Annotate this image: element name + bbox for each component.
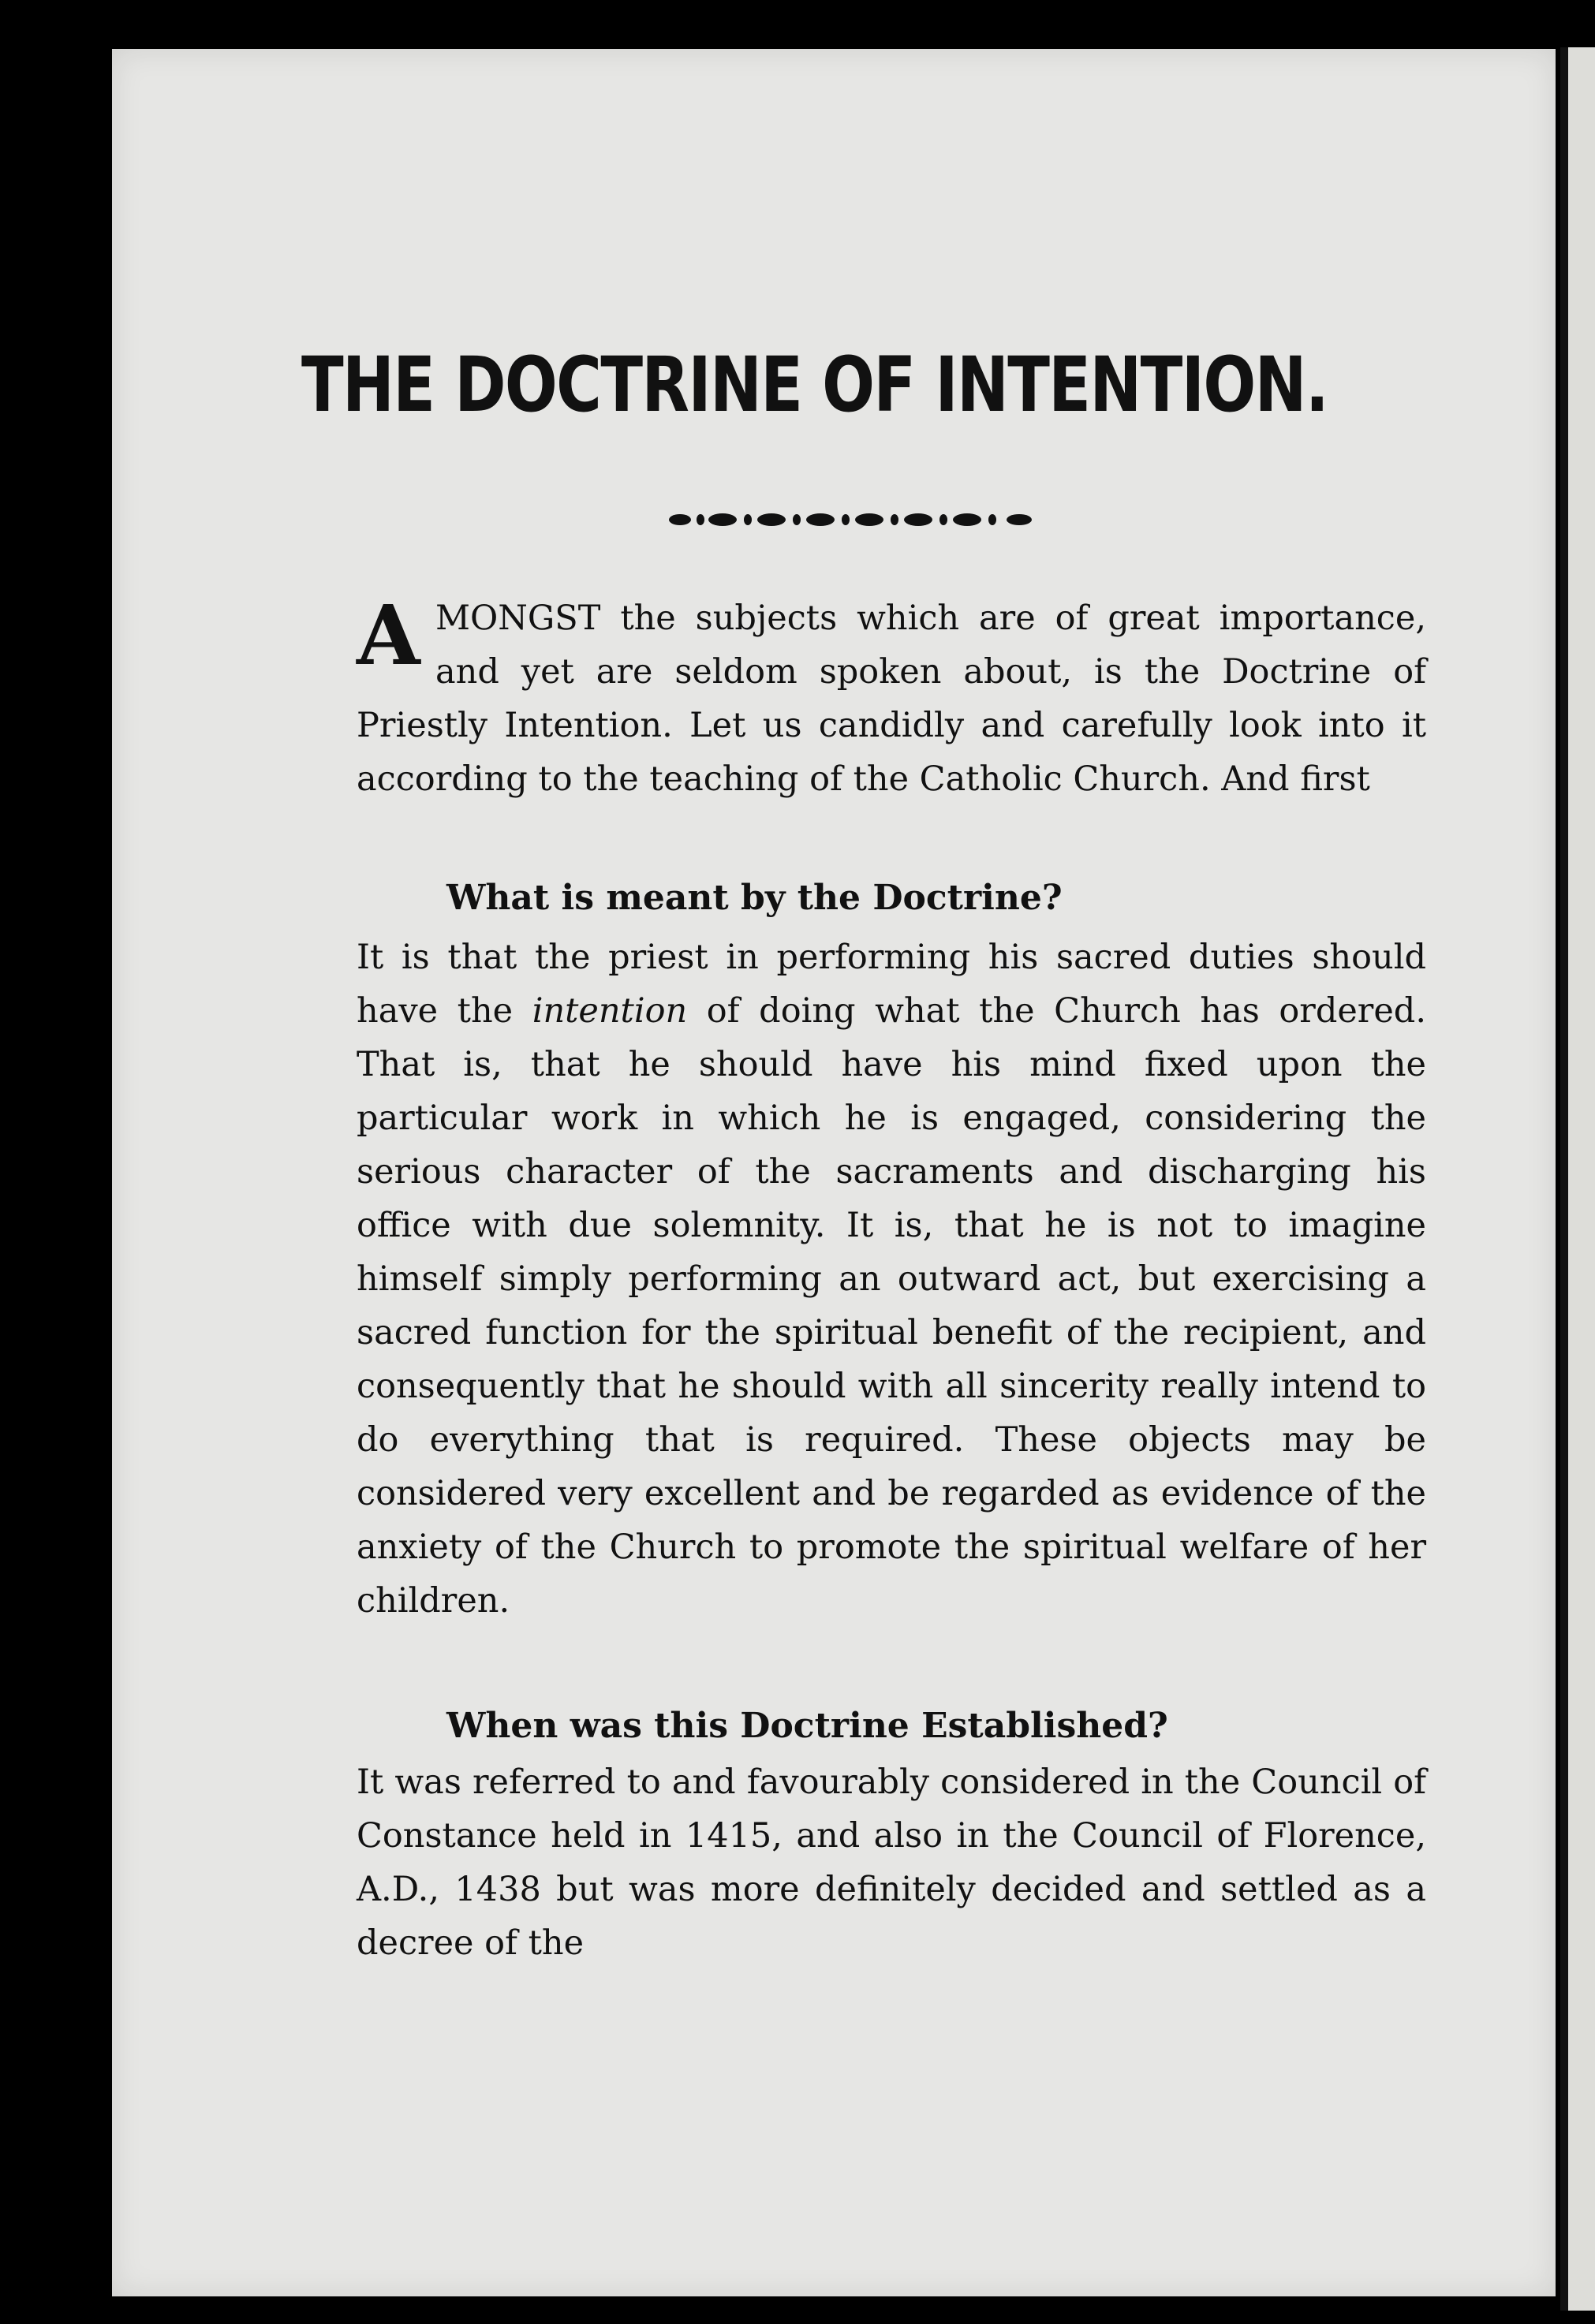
- section-paragraph-meaning: [357, 931, 1426, 1628]
- intro-paragraph: [357, 587, 1426, 806]
- page-title: THE DOCTRINE OF INTENTION.: [301, 341, 1328, 429]
- paragraph-text: , 1438 but was more definitely decided and settled as a decree of the: [357, 1870, 1426, 1963]
- drop-cap: A: [357, 587, 420, 684]
- paragraph-text: of doing what the Church has ordered. That is, that he should have his mind fixed upon the particular work in which he is engaged, considering the serious character of the sacraments and discharging his office with due solemnity. It is, that he is not to imagine himself simply performing an outward act, but exercising a sacred function for the spiritual benefit of the recipient, and consequently that he should with all sincerity really intend to do everything that is required. These objects may be considered very excellent and be regarded as evidence of the anxiety of the Church to promote the spiritual welfare of her children.: [357, 991, 1426, 1621]
- binding-edge-line: [1560, 47, 1568, 2311]
- ornament-divider-icon: [669, 505, 1040, 535]
- adjacent-page-edge: [1568, 47, 1595, 2311]
- section-paragraph-established: [357, 1755, 1426, 1970]
- paragraph-text: It was referred to and favourably considered in the Council of Constance held in 1415, and also in the Council of Florence,: [357, 1763, 1426, 1856]
- section-heading-meaning: What is meant by the Doctrine?: [446, 878, 1063, 918]
- era-abbreviation: A.D.: [357, 1870, 429, 1909]
- paragraph-text: It is that the priest in performing his sacred duties should have the: [357, 938, 1426, 1031]
- emphasis-word: intention: [532, 991, 688, 1031]
- intro-text: MONGST the subjects which are of great importance, and yet are seldom spoken about, is the Doctrine of Priestly Intention. Let us candidly and carefully look into it according to the teaching of the Catholic Church. And first: [357, 599, 1426, 799]
- section-heading-established: When was this Doctrine Established?: [446, 1706, 1168, 1746]
